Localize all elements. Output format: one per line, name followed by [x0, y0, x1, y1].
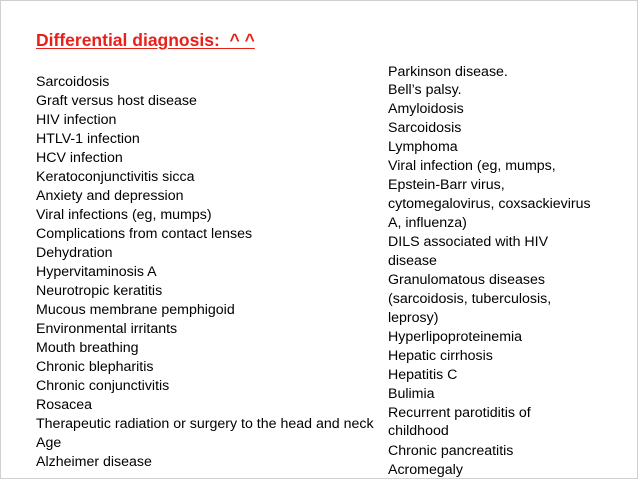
right-list-item-line: DILS associated with HIV: [388, 234, 549, 250]
left-list-item: Age: [36, 435, 62, 451]
left-list-item: Chronic conjunctivitis: [36, 378, 170, 394]
right-list-item: [388, 404, 591, 440]
right-list-item: [388, 138, 591, 157]
right-list-item-line: Lymphoma: [388, 139, 458, 155]
right-list-item: [388, 81, 591, 99]
right-list-item-line: Granulomatous diseases: [388, 272, 545, 288]
left-list-item: Hypervitaminosis A: [36, 264, 157, 280]
right-list-item: [388, 347, 591, 366]
slide-title: Differential diagnosis: ^ ^: [36, 30, 255, 50]
left-list-item: Environmental irritants: [36, 321, 178, 337]
right-list-item: [388, 63, 591, 81]
left-list-item: Rosacea: [36, 397, 92, 413]
right-list-item-line: Parkinson disease.: [388, 64, 508, 80]
right-list-item-line: Viral infection (eg, mumps,: [388, 158, 556, 174]
right-list-item: [388, 366, 591, 385]
right-list-item-line: leprosy): [388, 310, 439, 326]
right-list-item-line: Chronic pancreatitis: [388, 443, 514, 459]
left-list-item: Dehydration: [36, 245, 113, 261]
left-list-item: Alzheimer disease: [36, 454, 152, 470]
right-list-item-line: Acromegaly: [388, 462, 463, 478]
right-list-item: [388, 233, 591, 271]
left-list-item: Sarcoidosis: [36, 74, 110, 90]
right-list-item-line: Hyperlipoproteinemia: [388, 329, 523, 345]
right-list-item-line: Hepatic cirrhosis: [388, 348, 493, 364]
right-list-item: [388, 271, 591, 328]
right-list-item: [388, 442, 591, 461]
left-column-list: [36, 73, 374, 472]
left-list-item: Anxiety and depression: [36, 188, 184, 204]
right-list-item-line: Sarcoidosis: [388, 120, 462, 136]
right-list-item-line: Epstein-Barr virus,: [388, 177, 505, 193]
left-list-item: HIV infection: [36, 112, 117, 128]
left-list-item: Viral infections (eg, mumps): [36, 207, 212, 223]
right-list-item-line: Bulimia: [388, 386, 435, 402]
left-list-item: HTLV-1 infection: [36, 131, 140, 147]
left-list-item: Neurotropic keratitis: [36, 283, 163, 299]
right-list-item: [388, 119, 591, 137]
left-list-item: Mucous membrane pemphigoid: [36, 302, 235, 318]
right-column-list: [388, 64, 591, 479]
left-list-item: Therapeutic radiation or surgery to the head and neck: [36, 416, 374, 432]
right-list-item: [388, 385, 591, 404]
left-list-item: Complications from contact lenses: [36, 226, 253, 242]
right-list-item: [388, 100, 591, 119]
right-list-item-line: cytomegalovirus, coxsackievirus: [388, 196, 591, 212]
right-list-item-line: childhood: [388, 423, 449, 439]
right-list-item-line: Recurrent parotiditis of: [388, 405, 531, 421]
right-list-item: [388, 461, 591, 479]
right-list-item: [388, 328, 591, 347]
right-list-item: [388, 157, 591, 233]
right-list-item-line: A, influenza): [388, 215, 467, 231]
right-list-item-line: Hepatitis C: [388, 367, 458, 383]
left-list-item: Graft versus host disease: [36, 93, 197, 109]
right-list-item-line: disease: [388, 253, 437, 269]
right-list-item-line: Amyloidosis: [388, 101, 464, 117]
right-list-item-line: (sarcoidosis, tuberculosis,: [388, 291, 552, 307]
left-list-item: Keratoconjunctivitis sicca: [36, 169, 195, 185]
right-list-item-line: Bell’s palsy.: [388, 82, 462, 98]
left-list-item: HCV infection: [36, 150, 123, 166]
left-list-item: Chronic blepharitis: [36, 359, 154, 375]
left-list-item: Mouth breathing: [36, 340, 139, 356]
